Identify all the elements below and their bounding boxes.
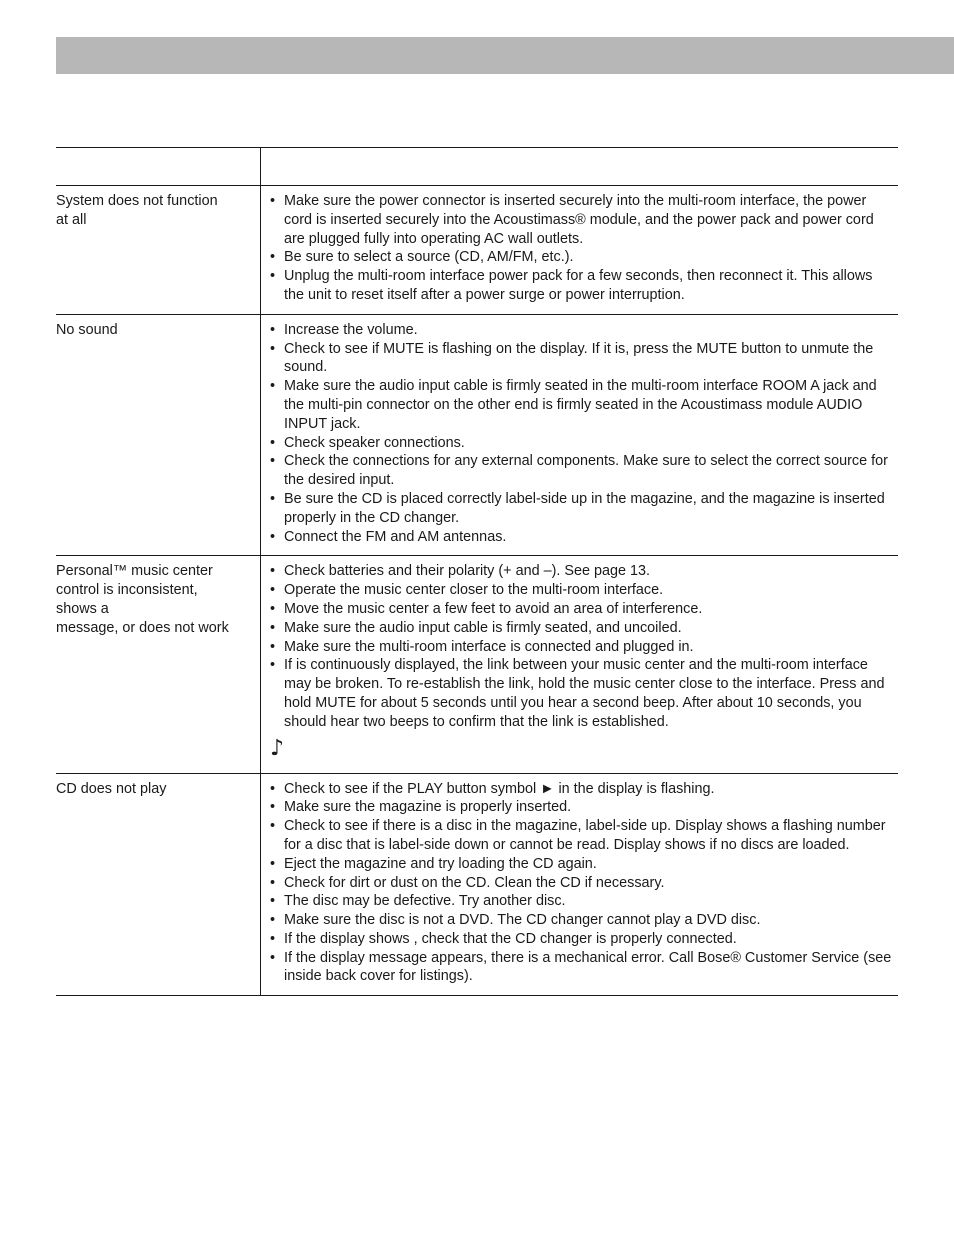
fix-list xyxy=(270,556,894,772)
fix-cell xyxy=(261,186,898,314)
list-item-text: Connect the FM and AM antennas. xyxy=(284,528,507,545)
list-item xyxy=(270,911,894,930)
table-row xyxy=(56,556,898,773)
section-header-bar xyxy=(56,37,954,74)
list-item-text: If is continuously displayed, the link between your music center and the multi-room interface may be broken. To re-establish the link, hold the music center close to the interface. Press and hold MUTE for about 5 seconds until you hear a second beep. After about 10 seconds, you should hear two beeps to confirm that the link is established. xyxy=(284,657,885,730)
bullet-icon: • xyxy=(270,930,276,947)
bullet-icon: • xyxy=(270,434,276,451)
bullet-icon: • xyxy=(270,780,276,797)
problem-cell xyxy=(56,774,261,996)
bullet-icon: • xyxy=(270,321,276,338)
problem-text: CD does not play xyxy=(56,780,167,797)
list-item xyxy=(270,780,894,799)
bullet-icon: • xyxy=(270,893,276,910)
list-item xyxy=(270,817,894,855)
list-item-text: If the display message appears, there is a mechanical error. Call Bose® Customer Service (see inside back cover for listings). xyxy=(284,949,892,985)
table-row xyxy=(56,315,898,557)
list-item-text: Check to see if the PLAY button symbol ► in the display is flashing. xyxy=(284,780,715,797)
list-item-text: Check to see if there is a disc in the magazine, label-side up. Display shows a flashing number for a disc that is label-side down or cannot be read. Display shows if no discs are loaded. xyxy=(284,818,886,853)
list-item-text: Make sure the multi-room interface is connected and plugged in. xyxy=(284,638,694,655)
bullet-icon: • xyxy=(270,453,276,470)
list-item xyxy=(270,874,894,893)
list-item-text: Make sure the audio input cable is firmly seated in the multi-room interface ROOM A jack and the multi-pin connector on the other end is firmly seated in the Acoustimass module AUDIO INPUT jack. xyxy=(284,378,877,432)
list-item xyxy=(270,638,894,657)
list-item-text: Unplug the multi-room interface power pack for a few seconds, then reconnect it. This allows the unit to reset itself after a power surge or power interruption. xyxy=(284,268,873,303)
list-item-text: Make sure the power connector is inserted securely into the multi-room interface, the power cord is inserted securely into the Acoustimass® module, and the power pack and power cord are plugged fully into operating AC wall outlets. xyxy=(284,193,874,247)
problem-text: Personal™ music center control is inconsistent, shows a message, or does not work xyxy=(56,563,229,636)
fix-cell xyxy=(261,556,898,772)
troubleshooting-table xyxy=(56,147,898,996)
bullet-icon: • xyxy=(270,193,276,209)
list-item xyxy=(270,452,894,490)
list-item xyxy=(270,619,894,638)
bullet-icon: • xyxy=(270,528,276,545)
problem-cell xyxy=(56,556,261,772)
fix-list xyxy=(270,315,894,556)
list-item xyxy=(270,528,894,547)
list-item-text: Move the music center a few feet to avoid an area of interference. xyxy=(284,600,703,617)
music-note-icon: ♪ xyxy=(270,735,285,761)
list-item xyxy=(270,192,894,248)
list-item-text: Make sure the magazine is properly inserted. xyxy=(284,799,572,816)
bullet-icon: • xyxy=(270,949,276,966)
list-item-text: Check to see if MUTE is flashing on the display. If it is, press the MUTE button to unmute the sound. xyxy=(284,340,874,376)
problem-column-header xyxy=(56,148,261,185)
list-item xyxy=(270,949,894,987)
list-item xyxy=(270,267,894,305)
list-item xyxy=(270,562,894,581)
bullet-icon: • xyxy=(270,268,276,285)
problem-text: System does not function at all xyxy=(56,193,218,228)
bullet-icon: • xyxy=(270,638,276,655)
bullet-icon: • xyxy=(270,619,276,636)
list-item-text: Check batteries and their polarity (+ and –). See page 13. xyxy=(284,563,650,580)
bullet-icon: • xyxy=(270,378,276,395)
list-item xyxy=(270,855,894,874)
table-body xyxy=(56,186,898,996)
list-item xyxy=(270,581,894,600)
problem-cell xyxy=(56,315,261,556)
list-item-text: Check for dirt or dust on the CD. Clean the CD if necessary. xyxy=(284,874,665,891)
bullet-icon: • xyxy=(270,657,276,674)
list-item xyxy=(270,656,894,731)
table-header-row xyxy=(56,148,898,186)
list-item-text: Check speaker connections. xyxy=(284,434,465,451)
list-item-text: Be sure the CD is placed correctly label-side up in the magazine, and the magazine is inserted properly in the CD changer. xyxy=(284,490,885,526)
list-item xyxy=(270,892,894,911)
list-item xyxy=(270,377,894,433)
bullet-icon: • xyxy=(270,799,276,816)
list-item xyxy=(270,321,894,340)
fix-cell xyxy=(261,774,898,996)
list-item xyxy=(270,600,894,619)
fix-cell xyxy=(261,315,898,556)
bullet-icon: • xyxy=(270,912,276,929)
bullet-icon: • xyxy=(270,855,276,872)
bullet-icon: • xyxy=(270,874,276,891)
list-item-text: Increase the volume. xyxy=(284,321,418,338)
fix-list xyxy=(270,186,894,314)
list-item-text: Check the connections for any external components. Make sure to select the correct source for the desired input. xyxy=(284,453,888,489)
list-item xyxy=(270,340,894,378)
bullet-icon: • xyxy=(270,582,276,599)
bullet-icon: • xyxy=(270,249,276,266)
list-item-text: Be sure to select a source (CD, AM/FM, etc.). xyxy=(284,249,574,266)
table-row xyxy=(56,186,898,315)
list-item-text: Operate the music center closer to the multi-room interface. xyxy=(284,582,664,599)
bullet-icon: • xyxy=(270,818,276,835)
list-item xyxy=(270,434,894,453)
fix-column-header xyxy=(261,148,898,185)
bullet-icon: • xyxy=(270,563,276,580)
list-item-text: If the display shows , check that the CD changer is properly connected. xyxy=(284,930,737,947)
bullet-icon: • xyxy=(270,600,276,617)
list-item xyxy=(270,930,894,949)
list-item xyxy=(270,798,894,817)
list-item-text: The disc may be defective. Try another disc. xyxy=(284,893,566,910)
bullet-icon: • xyxy=(270,340,276,357)
list-item-text: Make sure the disc is not a DVD. The CD changer cannot play a DVD disc. xyxy=(284,912,761,929)
list-item-text: Eject the magazine and try loading the CD again. xyxy=(284,855,597,872)
list-item xyxy=(270,248,894,267)
problem-cell xyxy=(56,186,261,314)
table-row xyxy=(56,774,898,997)
fix-list xyxy=(270,774,894,996)
list-item-text: Make sure the audio input cable is firmly seated, and uncoiled. xyxy=(284,619,682,636)
list-item xyxy=(270,490,894,528)
problem-text: No sound xyxy=(56,321,118,338)
bullet-icon: • xyxy=(270,490,276,507)
